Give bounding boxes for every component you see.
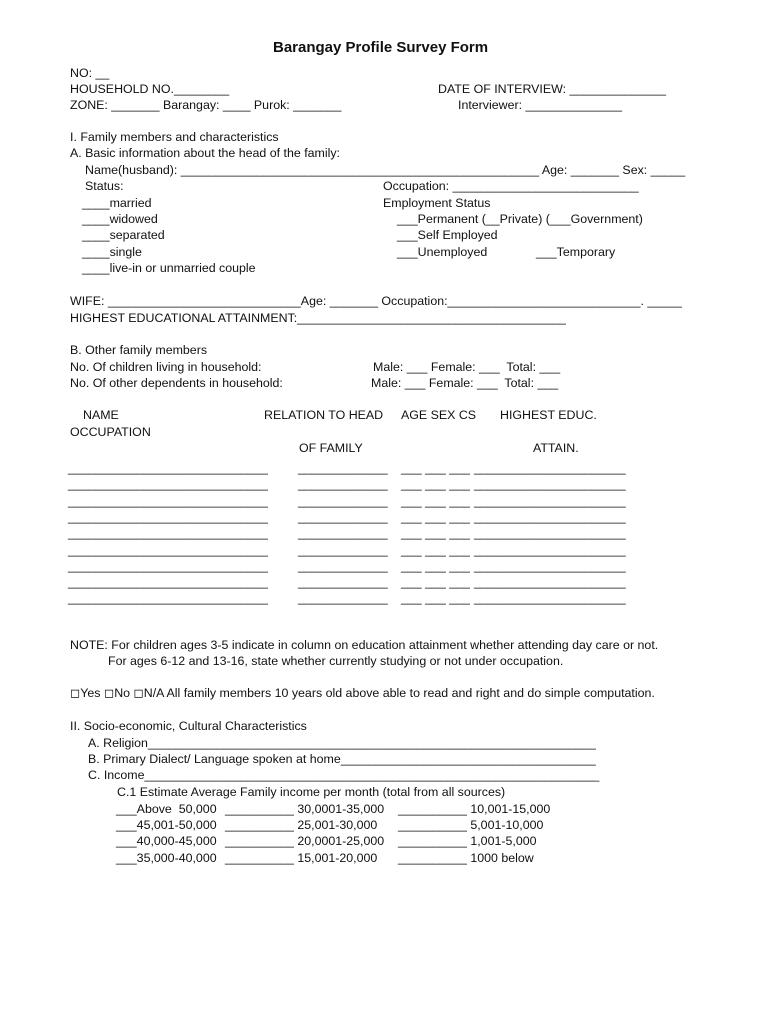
member-relation-blank: _____________ — [298, 461, 388, 475]
member-name-blank: _____________________________ — [68, 461, 268, 475]
section-1-heading: I. Family members and characteristics — [70, 130, 279, 144]
interviewer-field: Interviewer: ______________ — [458, 98, 622, 112]
member-name-blank: _____________________________ — [68, 558, 268, 573]
literacy-question: ◻Yes ◻No ◻N/A All family members 10 years old above able to read and right and do simple computation. — [70, 686, 655, 700]
employment-status-label: Employment Status — [383, 196, 491, 210]
status-option-separated: ____separated — [82, 228, 165, 242]
member-relation-blank: _____________ — [298, 542, 388, 557]
member-age-sex-cs-blank: ___ ___ ___ — [401, 526, 470, 541]
member-name-blank: _____________________________ — [68, 509, 268, 524]
member-age-sex-cs-blank: ___ ___ ___ — [401, 493, 470, 508]
income-bracket-option: ___35,000-40,000 — [116, 850, 217, 865]
income-bracket-option: __________ 10,001-15,000 — [398, 802, 551, 816]
column-header-of-family: OF FAMILY — [299, 441, 363, 455]
income-bracket-option: __________ 5,001-10,000 — [398, 818, 544, 833]
member-relation-blank: _____________ — [298, 509, 388, 524]
member-age-sex-cs-blank: ___ ___ ___ — [401, 542, 470, 557]
status-option-widowed: ____widowed — [82, 212, 158, 226]
note-line-2: For ages 6-12 and 13-16, state whether currently studying or not under occupation. — [108, 654, 564, 668]
section-2-heading: II. Socio-economic, Cultural Characteristics — [70, 719, 307, 733]
member-name-blank: _____________________________ — [68, 526, 268, 541]
household-no-field: HOUSEHOLD NO.________ — [70, 82, 230, 96]
section-b-heading: B. Other family members — [70, 343, 208, 357]
status-label: Status: — [85, 179, 124, 193]
form-title: Barangay Profile Survey Form — [273, 39, 489, 56]
employment-permanent: ___Permanent (__Private) (___Government) — [397, 212, 643, 226]
occupation-field: Occupation: ___________________________ — [383, 179, 639, 193]
status-option-single: ____single — [82, 245, 142, 259]
member-age-sex-cs-blank: ___ ___ ___ — [401, 477, 470, 492]
income-bracket-option: __________ 1,001-5,000 — [398, 834, 537, 849]
income-bracket-option: __________ 25,001-30,000 — [225, 818, 378, 833]
employment-self-employed: ___Self Employed — [397, 228, 498, 242]
husband-name-field: Name(husband): ____________________________________________________ Age: _______ Sex: _____ — [85, 163, 686, 177]
member-name-blank: _____________________________ — [68, 591, 268, 606]
status-option-married: ____married — [82, 196, 152, 210]
member-age-sex-cs-blank: ___ ___ ___ — [401, 558, 470, 573]
member-age-sex-cs-blank: ___ ___ ___ — [401, 575, 470, 590]
member-education-blank: ______________________ — [474, 591, 626, 606]
member-relation-blank: _____________ — [298, 591, 388, 606]
wife-field: WIFE: ____________________________Age: _______ Occupation:____________________________. _____ — [70, 294, 682, 308]
member-name-blank: _____________________________ — [68, 477, 268, 492]
note-line-1: NOTE: For children ages 3-5 indicate in column on education attainment whether attending day care or not. — [70, 638, 659, 652]
income-bracket-option: ___45,001-50,000 — [116, 818, 217, 833]
income-bracket-option: __________ 1000 below — [398, 850, 534, 865]
dependents-count-fields: Male: ___ Female: ___ Total: ___ — [371, 376, 559, 390]
column-header-age-sex-cs: AGE SEX CS — [401, 408, 477, 422]
employment-temporary: ___Temporary — [536, 245, 616, 259]
member-education-blank: ______________________ — [474, 477, 626, 492]
member-education-blank: ______________________ — [474, 461, 626, 475]
member-age-sex-cs-blank: ___ ___ ___ — [401, 509, 470, 524]
dependents-count-label: No. Of other dependents in household: — [70, 376, 283, 390]
member-name-blank: _____________________________ — [68, 493, 268, 508]
member-relation-blank: _____________ — [298, 575, 388, 590]
column-header-name: NAME — [83, 408, 119, 422]
income-field: C. Income__________________________________________________________________ — [88, 768, 600, 782]
member-relation-blank: _____________ — [298, 526, 388, 541]
children-count-label: No. Of children living in household: — [70, 360, 262, 374]
status-option-live-in: ____live-in or unmarried couple — [82, 261, 256, 275]
member-education-blank: ______________________ — [474, 509, 626, 524]
employment-unemployed: ___Unemployed — [397, 245, 488, 259]
income-bracket-option: ___Above 50,000 — [116, 802, 217, 816]
member-name-blank: _____________________________ — [68, 575, 268, 590]
income-c1-heading: C.1 Estimate Average Family income per month (total from all sources) — [117, 785, 506, 799]
member-relation-blank: _____________ — [298, 493, 388, 508]
member-education-blank: ______________________ — [474, 558, 626, 573]
income-bracket-option: ___40,000-45,000 — [116, 834, 217, 849]
no-field: NO: __ — [70, 66, 110, 80]
income-bracket-option: __________ 20,0001-25,000 — [225, 834, 385, 849]
column-header-attain: ATTAIN. — [533, 441, 579, 455]
member-name-blank: _____________________________ — [68, 542, 268, 557]
religion-field: A. Religion_________________________________________________________________ — [88, 736, 596, 750]
date-of-interview-field: DATE OF INTERVIEW: ______________ — [438, 82, 666, 96]
member-education-blank: ______________________ — [474, 542, 626, 557]
member-education-blank: ______________________ — [474, 575, 626, 590]
member-age-sex-cs-blank: ___ ___ ___ — [401, 461, 470, 475]
income-bracket-option: __________ 15,001-20,000 — [225, 850, 378, 865]
member-age-sex-cs-blank: ___ ___ ___ — [401, 591, 470, 606]
highest-educational-attainment-field: HIGHEST EDUCATIONAL ATTAINMENT:_______________________________________ — [70, 311, 566, 325]
member-education-blank: ______________________ — [474, 526, 626, 541]
column-header-occupation: OCCUPATION — [70, 425, 151, 439]
member-relation-blank: _____________ — [298, 558, 388, 573]
column-header-relation: RELATION TO HEAD — [264, 408, 384, 422]
children-count-fields: Male: ___ Female: ___ Total: ___ — [373, 360, 561, 374]
section-1a-heading: A. Basic information about the head of the family: — [70, 146, 340, 160]
column-header-highest-educ: HIGHEST EDUC. — [500, 408, 597, 422]
dialect-field: B. Primary Dialect/ Language spoken at home_____________________________________ — [88, 752, 596, 766]
zone-barangay-purok-field: ZONE: _______ Barangay: ____ Purok: _______ — [70, 98, 342, 112]
member-education-blank: ______________________ — [474, 493, 626, 508]
member-relation-blank: _____________ — [298, 477, 388, 492]
income-bracket-option: __________ 30,0001-35,000 — [225, 802, 385, 816]
